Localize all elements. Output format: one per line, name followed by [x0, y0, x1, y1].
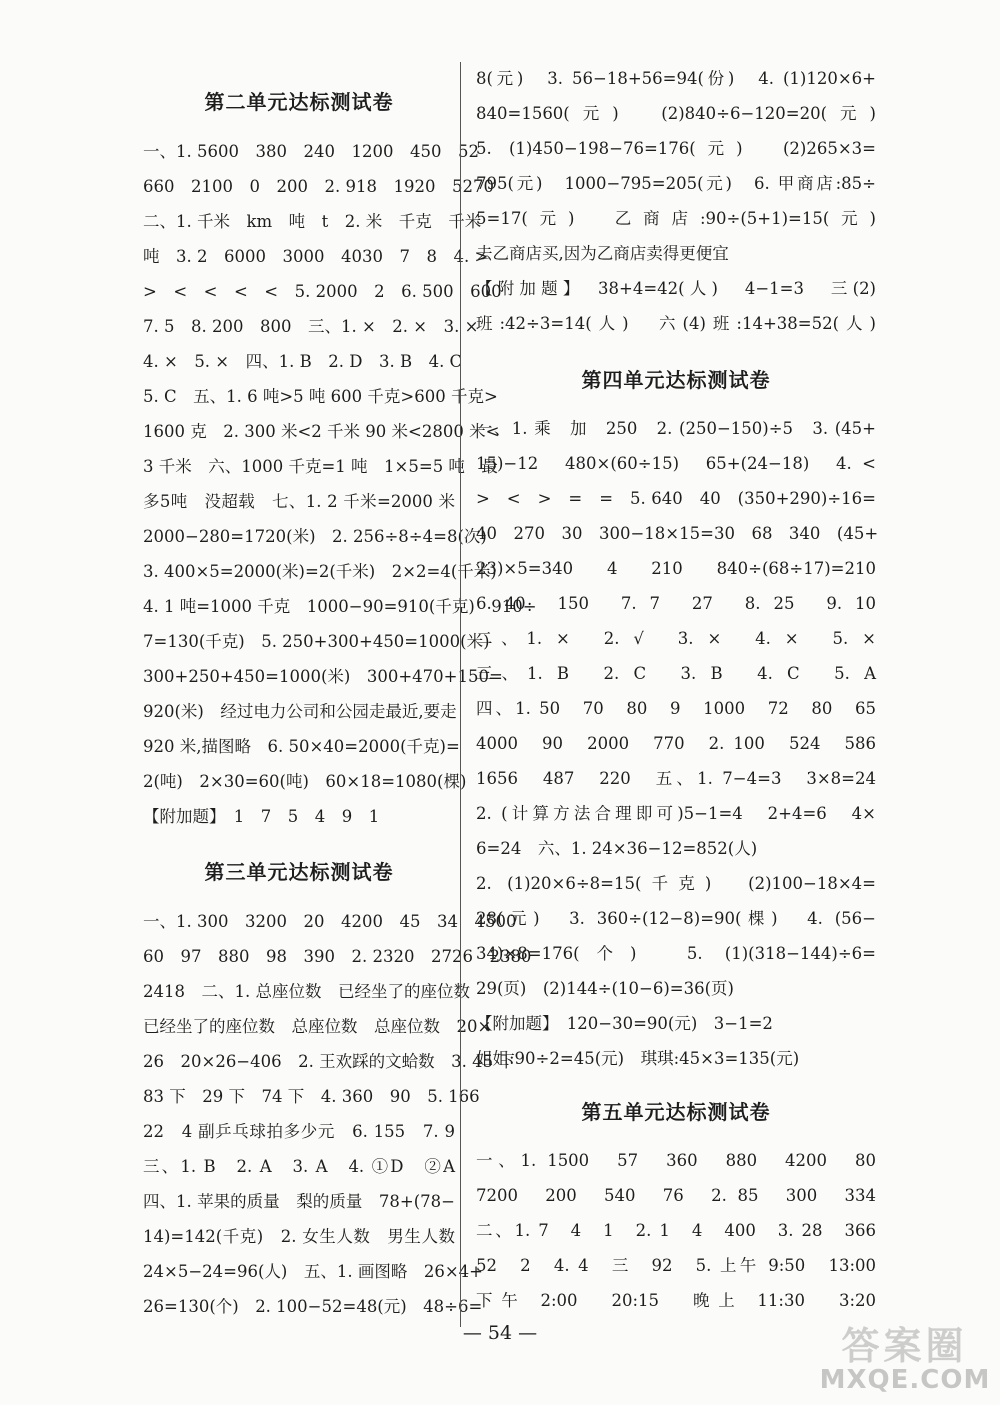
answer-line: 3 千米 六、1000 千克=1 吨 1×5=5 吨 最: [143, 457, 498, 476]
answer-line: 多5吨 没超载 七、1. 2 千米=2000 米: [143, 492, 455, 511]
answer-line: 3. 400×5=2000(米)=2(千米) 2×2=4(千米): [143, 562, 497, 581]
answer-line: 23)×5=340 4 210 840÷(68÷17)=210: [476, 559, 876, 578]
section-title: 第五单元达标测试卷: [581, 1100, 771, 1124]
bonus-line: 【附加题】 38+4=42(人) 4−1=3 三(2): [476, 279, 876, 298]
answer-line: 姐姐:90÷2=45(元) 琪琪:45×3=135(元): [476, 1049, 800, 1068]
answer-line: 二、1. × 2. √ 3. × 4. × 5. ×: [476, 629, 876, 648]
site-watermark: [815, 1315, 995, 1397]
page-number: — 54 —: [462, 1322, 538, 1344]
answer-line: 5=17(元) 乙商店:90÷(5+1)=15(元): [476, 209, 876, 228]
answer-line: 一、1. 300 3200 20 4200 45 34 4500: [143, 912, 517, 931]
answer-line: 840=1560(元) (2)840÷6−120=20(元): [476, 104, 876, 123]
answer-line: 四、1. 苹果的质量 梨的质量 78+(78−: [143, 1192, 455, 1211]
answer-line: 1656 487 220 五、1. 7−4=3 3×8=24: [476, 769, 876, 788]
answer-line: 2. (1)20×6÷8=15(千克) (2)100−18×4=: [476, 874, 876, 893]
answer-line: 二、1. 7 4 1 2. 1 4 400 3. 28 366: [476, 1221, 876, 1240]
watermark-logo-text: 答案圈: [841, 1324, 968, 1368]
answer-line: 一、1. 1500 57 360 880 4200 80: [476, 1151, 876, 1170]
answer-line: 6. 40 150 7. 7 27 8. 25 9. 10: [476, 594, 876, 613]
answer-line: 26=130(个) 2. 100−52=48(元) 48÷6=: [143, 1297, 483, 1316]
answer-line: 920 米,描图略 6. 50×40=2000(千克)=: [143, 737, 460, 756]
answer-line: 4000 90 2000 770 2. 100 524 586: [476, 734, 876, 753]
answer-line: 26 20×26−406 2. 王欢踩的文蛤数 3. 45 下: [143, 1052, 515, 1071]
answer-line: 52 2 4. 4 三 92 5. 上午 9:50 13:00: [476, 1256, 876, 1275]
answer-line: 24×5−24=96(人) 五、1. 画图略 26×4+: [143, 1262, 483, 1281]
answer-line: > < < < < 5. 2000 2 6. 500 600: [143, 282, 502, 301]
answer-line: 29(页) (2)144÷(10−6)=36(页): [476, 979, 734, 998]
answer-line: 920(米) 经过电力公司和公园走最近,要走: [143, 702, 457, 721]
section-title: 第二单元达标测试卷: [204, 90, 394, 114]
answer-line: 34)×8=176(个) 5. (1)(318−144)÷6=: [476, 944, 876, 963]
answer-line: 三、1. B 2. C 3. B 4. C 5. A: [476, 664, 876, 683]
answer-line: 7200 200 540 76 2. 85 300 334: [476, 1186, 876, 1205]
answer-line: 班:42÷3=14(人) 六(4)班:14+38=52(人): [476, 314, 876, 333]
answer-line: 7=130(千克) 5. 250+300+450=1000(米): [143, 632, 490, 651]
answer-line: 300+250+450=1000(米) 300+470+150=: [143, 667, 503, 686]
answer-line: 三、1. B 2. A 3. A 4. ①D ②A: [143, 1157, 455, 1176]
watermark-url: MXQE.COM: [819, 1365, 991, 1395]
answer-line: > < > = = 5. 640 40 (350+290)÷16=: [476, 489, 876, 508]
answer-line: 6=24 六、1. 24×36−12=852(人): [476, 839, 758, 858]
answer-line: 28(元) 3. 360÷(12−8)=90(棵) 4. (56−: [476, 909, 876, 928]
answer-line: 4. 1 吨=1000 千克 1000−90=910(千克) 910÷: [143, 597, 537, 616]
answer-line: 2000−280=1720(米) 2. 256÷8÷4=8(次): [143, 527, 487, 546]
answer-line: 7. 5 8. 200 800 三、1. × 2. × 3. ×: [143, 317, 479, 336]
answer-line: 83 下 29 下 74 下 4. 360 90 5. 166: [143, 1087, 480, 1106]
bonus-line: 【附加题】 1 7 5 4 9 1: [143, 807, 380, 826]
answer-line: 吨 3. 2 6000 3000 4030 7 8 4. >: [143, 247, 489, 266]
answer-line: 二、1. 千米 km 吨 t 2. 米 千克 千米: [143, 212, 482, 231]
answer-line: 14)=142(千克) 2. 女生人数 男生人数: [143, 1227, 455, 1246]
answer-line: 795(元) 1000−795=205(元) 6. 甲商店:85÷: [476, 174, 876, 193]
answer-line: 去乙商店买,因为乙商店卖得更便宜: [476, 244, 729, 263]
answer-line: 8(元) 3. 56−18+56=94(份) 4. (1)120×6+: [476, 69, 876, 88]
bonus-line: 【附加题】 120−30=90(元) 3−1=2: [476, 1014, 773, 1033]
answer-line: 已经坐了的座位数 总座位数 总座位数 20×: [143, 1017, 492, 1036]
section-title: 第四单元达标测试卷: [581, 368, 771, 392]
answer-line: 1600 克 2. 300 米<2 千米 90 米<2800 米<: [143, 422, 500, 441]
answer-line: 一、1. 乘 加 250 2. (250−150)÷5 3. (45+: [476, 419, 876, 438]
answer-line: 四、1. 50 70 80 9 1000 72 80 65: [476, 699, 876, 718]
answer-line: 2. (计算方法合理即可)5−1=4 2+4=6 4×: [476, 804, 876, 823]
answer-line: 5. (1)450−198−76=176(元) (2)265×3=: [476, 139, 876, 158]
answer-line: 15)−12 480×(60÷15) 65+(24−18) 4. <: [476, 454, 876, 473]
answer-line: 一、1. 5600 380 240 1200 450 52: [143, 142, 479, 161]
answer-line: 40 270 30 300−18×15=30 68 340 (45+: [476, 524, 879, 543]
section-title: 第三单元达标测试卷: [204, 860, 394, 884]
answer-line: 2418 二、1. 总座位数 已经坐了的座位数: [143, 982, 470, 1001]
column-divider: [460, 62, 461, 1327]
answer-line: 5. C 五、1. 6 吨>5 吨 600 千克>600 千克>: [143, 387, 498, 406]
answer-line: 660 2100 0 200 2. 918 1920 5270: [143, 177, 494, 196]
answer-line: 4. × 5. × 四、1. B 2. D 3. B 4. C: [143, 352, 463, 371]
answer-line: 下午 2:00 20:15 晚上 11:30 3:20: [476, 1291, 876, 1310]
answer-line: 60 97 880 98 390 2. 2320 2726 2380: [143, 947, 532, 966]
answer-line: 2(吨) 2×30=60(吨) 60×18=1080(棵): [143, 772, 467, 791]
answer-line: 22 4 副乒乓球拍多少元 6. 155 7. 9: [143, 1122, 455, 1141]
